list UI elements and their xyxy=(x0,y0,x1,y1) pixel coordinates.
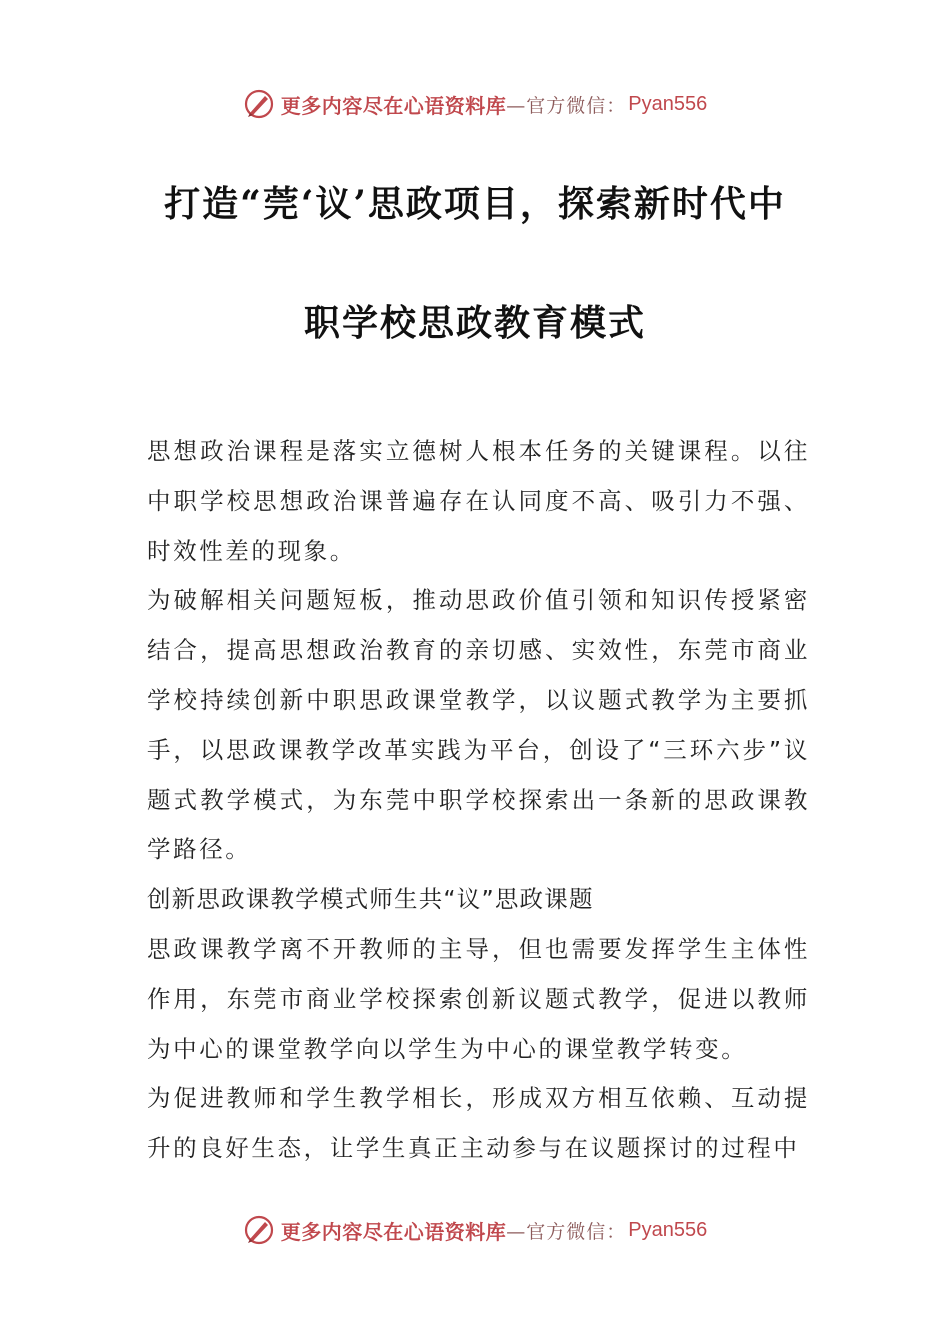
watermark-wechat-label: —官方微信： xyxy=(506,94,627,117)
document-title-line-1: 打造“莞‘议’思政项目，探索新时代中 xyxy=(164,183,786,225)
paragraph: 思政课教学离不开教师的主导，但也需要发挥学生主体性作用，东莞市商业学校探索创新议题式教学，促进以教师为中心的课堂教学向以学生为中心的课堂教学转变。 xyxy=(147,934,810,1063)
document-title-line-2: 职学校思政教育模式 xyxy=(303,302,646,344)
section-heading: 创新思政课教学模式师生共“议”思政课题 xyxy=(147,885,594,914)
paragraph: 为破解相关问题短板，推动思政价值引领和知识传授紧密结合，提高思想政治教育的亲切感、实效性，东莞市商业学校持续创新中职思政课堂教学，以议题式教学为主要抓手，以思政课教学改革实践为平台，创设了“三环六步”议题式教学模式，为东莞中职学校探索出一条新的思政课教学路径。 xyxy=(147,586,810,864)
watermark-wechat-id: Pyan556 xyxy=(628,1218,708,1241)
pen-logo-icon xyxy=(243,1214,275,1246)
watermark-site-name: 更多内容尽在心语资料库 xyxy=(280,1219,507,1244)
paragraph: 为促进教师和学生教学相长，形成双方相互依赖、互动提升的良好生态，让学生真正主动参与在议题探讨的过程中 xyxy=(147,1084,810,1163)
pen-logo-icon xyxy=(243,88,275,120)
footer-watermark xyxy=(0,1210,950,1250)
document-body xyxy=(147,427,810,1174)
watermark-wechat-label: —官方微信： xyxy=(506,1220,627,1243)
paragraph: 思想政治课程是落实立德树人根本任务的关键课程。以往中职学校思想政治课普遍存在认同度不高、吸引力不强、时效性差的现象。 xyxy=(147,437,810,565)
watermark-site-name: 更多内容尽在心语资料库 xyxy=(280,93,507,118)
header-watermark xyxy=(0,84,950,124)
watermark-wechat-id: Pyan556 xyxy=(628,92,708,115)
